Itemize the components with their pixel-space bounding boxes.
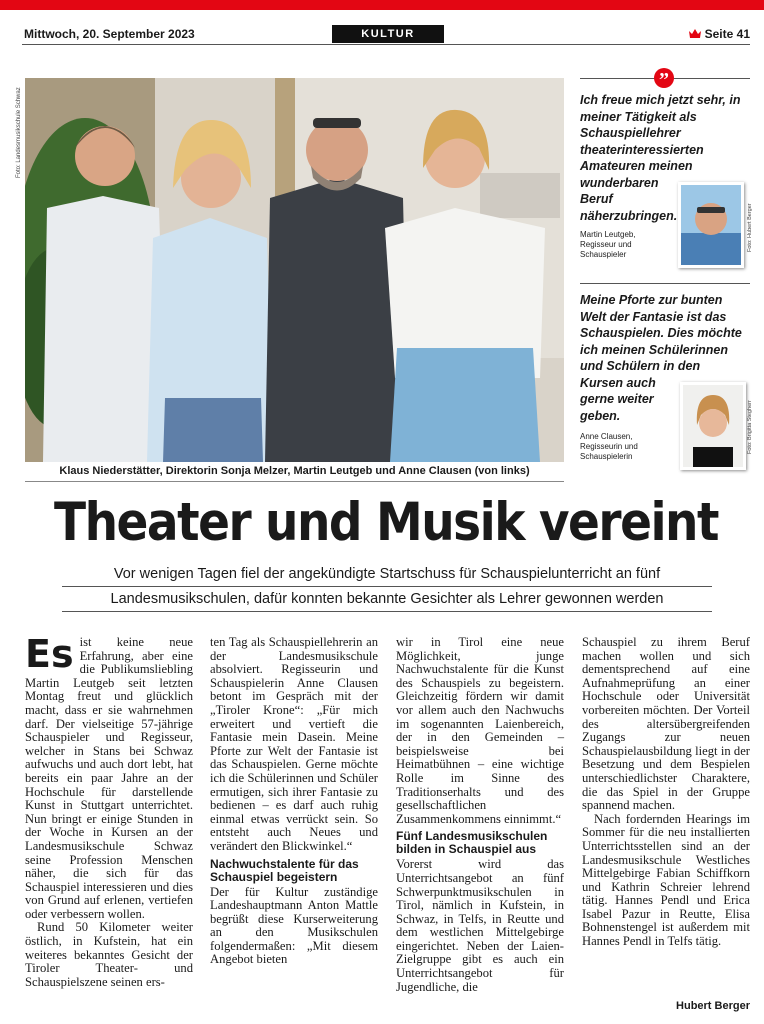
article-headline: Theater und Musik vereint (54, 491, 718, 554)
col3-paragraph-1: wir in Tirol eine neue Möglichkeit, junge Nachwuchstalente für die Kunst des Schauspiels zu begeistern. Gleichzeitig fördern wir damit vor allem auch den Nachwuchs im sogenannten Laienbereich, der in den Gemeinden – beispielsweise bei Heimatbühnen – eine wichtige Rolle im Sinne des Traditionserhalts und des gesellschaftlichen Zusammenkommens einnimmt.“ (396, 635, 564, 826)
col2-paragraph-1: ten Tag als Schauspiellehrerin an der Landesmusikschule absolviert. Regisseurin und Schauspielerin Anne Clausen betont im Gespräch mit der „Tiroler Krone“: „Für mich erweitert und vertieft die Fantasie mein Dasein. Meine Pforte zur Welt der Fantasie ist das Schauspielen. Gerne möchte ich die Schülerinnen und Schüler ermutigen, sich ihrer Fantasie zu bedienen – es darf auch ruhig einmal etwas verrückt sein. So entsteht auch Neues und verändert den Blickwinkel.“ (210, 635, 378, 853)
crown-icon (689, 29, 701, 39)
section-label: KULTUR (332, 25, 444, 43)
portrait-leutgeb-image (681, 185, 741, 265)
page-header (22, 27, 750, 45)
portrait-clausen (680, 382, 746, 470)
group-photo-illustration (25, 78, 564, 462)
issue-date: Mittwoch, 20. September 2023 (24, 27, 195, 41)
col2-paragraph-2: Der für Kultur zuständige Landeshauptmann Anton Mattle begrüßt diese Kurserweiterung an den Musikschulen folgendermaßen: „Mit diesem Angebot bieten (210, 884, 378, 967)
article-column-1 (25, 632, 193, 989)
quote-sidebar (580, 69, 753, 472)
article-subhead-line-2: Landesmusikschulen, dafür konnten bekannte Gesichter als Lehrer gewonnen werden (62, 587, 712, 612)
portrait-leutgeb-credit: Foto: Hubert Berger (747, 203, 753, 252)
drop-cap: Es (25, 632, 74, 676)
col4-paragraph-1: Schauspiel zu ihrem Beruf machen wollen und sich dementsprechend auf eine Aufnahmeprüfung an einer Hochschule oder Universität vorbereiten möchten. Der Vorteil des altersübergreifenden Zugangs zur neuen Schauspielausbildung liegt in der Besetzung und dem Bespielen unterschiedlichster Charaktere, die das Spiel in der Gruppe spannend machen. (582, 635, 750, 813)
col2-subheading: Nachwuchstalente für das Schauspiel begeistern (210, 856, 359, 884)
portrait-clausen-credit: Foto: Brigitta Stegherr (747, 400, 753, 454)
quote-leutgeb: Ich freue mich jetzt sehr, in meiner Tätigkeit als Schauspiellehrer theaterinteressierten Amateuren meinen wunderbaren Beruf näherzubringen. (580, 93, 741, 223)
page-number (689, 27, 750, 41)
photo-caption: Klaus Niederstätter, Direktorin Sonja Melzer, Martin Leutgeb und Anne Clausen (von links) (25, 465, 564, 482)
col1-paragraph-2: Rund 50 Kilometer weiter östlich, in Kufstein, hat ein weiteres bekanntes Gesicht der Tiroler Theater- und Schauspielszene seinen ers- (25, 920, 193, 989)
article-column-4 (582, 636, 750, 949)
article-subhead-line-1: Vor wenigen Tagen fiel der angekündigte Startschuss für Schauspielunterricht an fünf (62, 562, 712, 587)
quote-clausen-attribution: Anne Clausen, Regisseurin und Schauspielerin (580, 432, 638, 461)
article-column-3 (396, 636, 564, 994)
sidebar-divider (580, 283, 750, 284)
photo-credit: Foto: Landesmusikschule Schwaz (16, 87, 22, 178)
article-author: Hubert Berger (676, 1000, 750, 1012)
quote-clausen: Meine Pforte zur bunten Welt der Fantasie ist das Schauspielen. Dies möchte ich meinen Schülerinnen und Schülern in den Kursen auch gerne weiter geben. (580, 293, 742, 423)
portrait-leutgeb (678, 182, 744, 268)
page-number-text: Seite 41 (704, 27, 750, 41)
quote-leutgeb-attribution: Martin Leutgeb, Regisseur und Schauspieler (580, 230, 636, 259)
portrait-clausen-image (683, 385, 743, 467)
col3-subheading: Fünf Landesmusikschulen bilden in Schauspiel aus (396, 829, 548, 857)
top-red-bar (0, 0, 764, 10)
group-photo (25, 78, 564, 462)
article-column-2 (210, 636, 378, 967)
col1-paragraph-1: ist keine neue Erfahrung, aber eine die Publikumsliebling Martin Leutgeb seit letzten Montag freut und glücklich macht, dass er sie wahrnehmen darf. Der vielseitige 57-jährige Schauspieler und Regisseur, welcher in Stans bei Schwaz aufwuchs und auch dort lebt, hat bereits ein paar Jahre an der Hochschule für darstellende Kunst in Stuttgart unterrichtet. Nun bringt er einige Stunden in der Woche in Kursen an der Landesmusikschule Schwaz seine Profession Menschen näher, die sich für das Schauspiel interessieren und dies von Grund auf erlenen, vertiefen oder verbessern wollen. (25, 635, 193, 921)
col4-paragraph-2: Nach fordernden Hearings im Sommer für die neu installierten Unterrichtsstellen sind an der Landesmusikschule Westliches Mittelgebirge Fabian Schiffkorn und Kathrin Schreier lehrend tätig. Hannes Pendl und Erica Isabel Pazur in Reutte, Elisa Bohnenstengel ist außerdem mit Hannes Pendl in Telfs tätig. (582, 811, 750, 949)
quote-mark-icon: ” (654, 68, 674, 88)
col3-paragraph-2: Vorerst wird das Unterrichtsangebot an fünf Schwerpunktmusikschulen in Tirol, nämlich in Kufstein, in Schwaz, in Telfs, in Reutte und dem westlichen Mittelgebirge eingerichtet. Neben der Laien-Zielgruppe gibt es auch ein Unterrichtsangebot für Jugendliche, die (396, 857, 564, 994)
